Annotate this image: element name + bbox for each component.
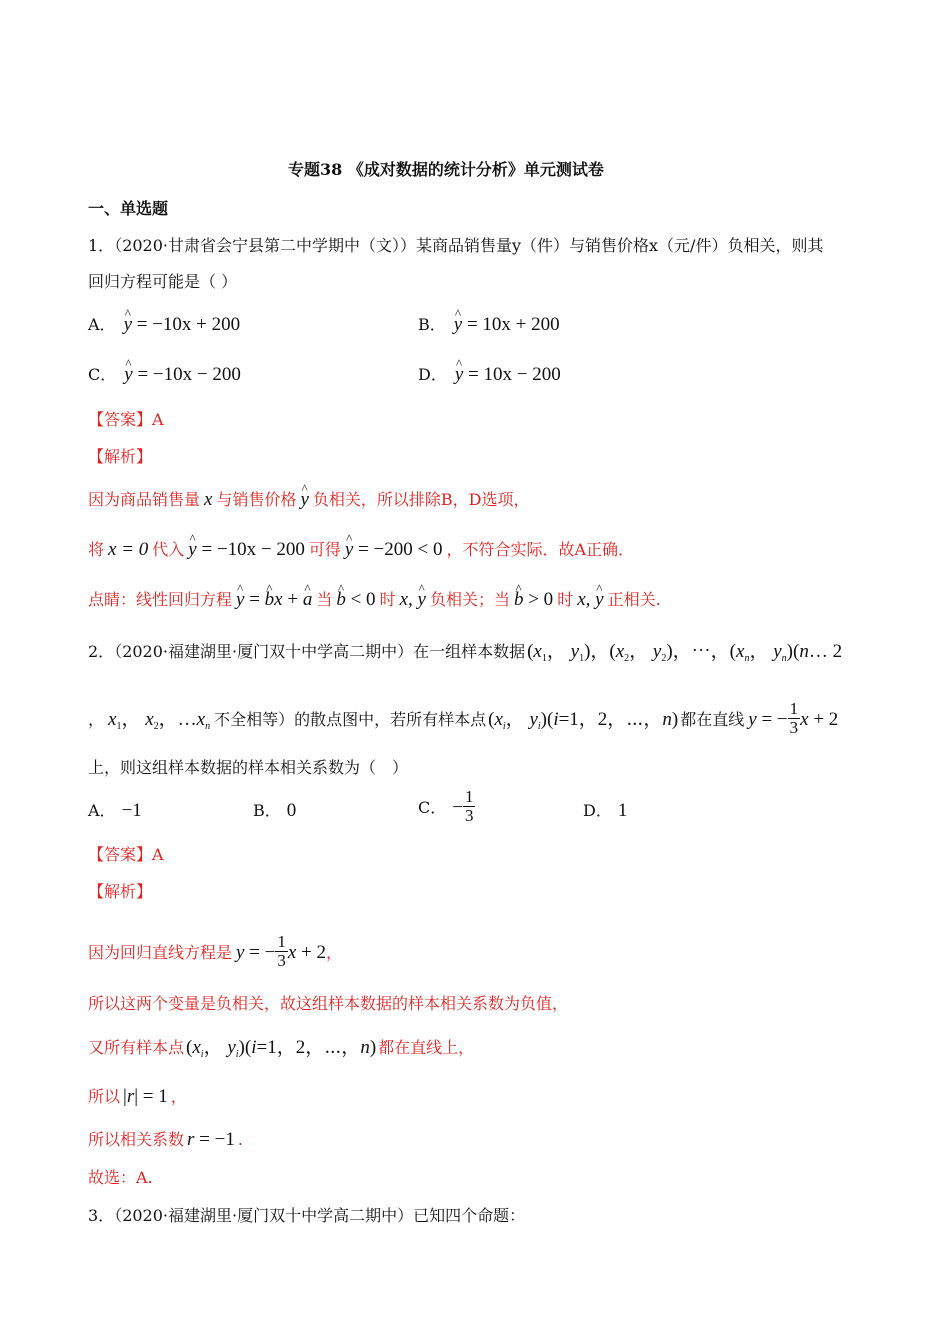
- solution-line-2: 所以这两个变量是负相关，故这组样本数据的样本相关系数为负值，: [88, 994, 569, 1013]
- option-a[interactable]: A． −1: [88, 800, 142, 821]
- solution-line-3: 又所有样本点 ($x_i$， $y_i)(i=1$，2，⋯，n) 都在直线上，: [88, 1037, 475, 1060]
- question-number: 3．: [88, 1206, 115, 1225]
- answer-line: 【答案】A: [88, 845, 164, 864]
- solution-line-4: 所以 |r| = 1 ，: [88, 1086, 187, 1107]
- solution-hint: 点睛：线性回归方程^ y = ^ bx + ^ a 当^ b < 0 时 x, ^ y 负相关；当^ b > 0 时 x, ^ y 正相关.: [88, 590, 661, 610]
- question-3: [88, 1206, 525, 1226]
- analysis-tag: 【解析】: [88, 882, 153, 901]
- answer-value: A: [152, 410, 164, 429]
- page-title: 专题38 《成对数据的统计分析》单元测试卷: [288, 160, 604, 179]
- question-stem: （2020·福建湖里·厦门双十中学高二期中）已知四个命题：: [114, 1206, 526, 1225]
- solution-line-1: 因为回归直线方程是 y = − $\frac{1}{3}$ x + 2，: [88, 932, 343, 970]
- solution-conclusion: 故选：A.: [88, 1168, 153, 1187]
- question-stem: （2020·甘肃省会宁县第二中学期中（文））某商品销售量y（件）与销售价格x（元/件）负相关，则其: [114, 236, 824, 255]
- option-d[interactable]: D． 1: [583, 800, 628, 821]
- option-b[interactable]: B．^ y = 10x + 200: [418, 315, 560, 335]
- question-number: 2．: [88, 642, 115, 661]
- solution-line-5: 所以相关系数 r = −1 .: [88, 1129, 243, 1150]
- question-stem: （2020·福建湖里·厦门双十中学高二期中）在一组样本数据: [114, 642, 526, 661]
- solution-line-2: 将 x = 0 代入^ y = −10x − 200 可得^ y = −200 < 0 ，不符合实际．故A正确．: [88, 540, 634, 560]
- option-a[interactable]: A．^ y = −10x + 200: [88, 315, 240, 335]
- answer-line: 【答案】A: [88, 410, 164, 429]
- question-number: 1．: [88, 236, 115, 255]
- option-b[interactable]: B． 0: [253, 800, 297, 821]
- option-c[interactable]: C． − $\frac{1}{3}$: [418, 787, 474, 825]
- solution-line-1: 因为商品销售量 x 与销售价格^ y 负相关，所以排除B，D选项，: [88, 490, 530, 510]
- section-heading: 一、单选题: [88, 199, 169, 218]
- question-stem-cont: 回归方程可能是（ ）: [88, 272, 238, 291]
- answer-value: A: [152, 845, 164, 864]
- question-stem-cont: 上，则这组样本数据的样本相关系数为（ ）: [88, 758, 409, 777]
- option-d[interactable]: D．^ y = 10x − 200: [418, 365, 561, 385]
- option-c[interactable]: C．^ y = −10x − 200: [88, 365, 241, 385]
- analysis-tag: 【解析】: [88, 447, 153, 466]
